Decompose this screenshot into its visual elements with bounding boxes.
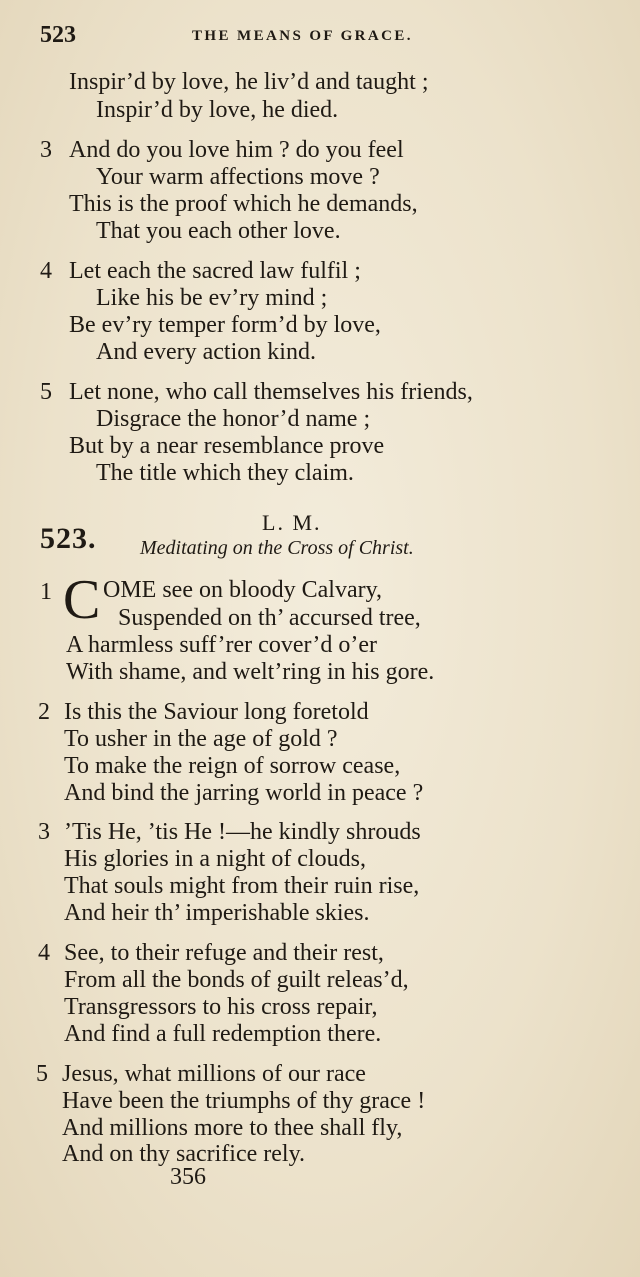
verse-line: From all the bonds of guilt releas’d, [64,967,409,993]
verse-line: To make the reign of sorrow cease, [64,753,401,779]
verse-number: 5 [36,1061,48,1087]
verse-line: Suspended on th’ accursed tree, [118,605,421,631]
verse-number: 5 [40,379,52,405]
verse-line: This is the proof which he demands, [69,191,418,217]
verse-line: And on thy sacrifice rely. [62,1141,306,1167]
verse-line: Let none, who call themselves his friends, [69,379,473,405]
verse-number: 2 [38,699,50,725]
verse-number: 3 [40,137,52,163]
verse-line: OME see on bloody Calvary, [103,577,383,603]
verse-line: And heir th’ imperishable skies. [64,900,370,926]
verse-line: To usher in the age of gold ? [64,726,338,752]
verse-line: And bind the jarring world in peace ? [64,780,424,806]
hymn-meter: L. M. [262,510,322,535]
verse-line: Let each the sacred law fulfil ; [69,258,361,284]
running-head: THE MEANS OF GRACE. [192,28,413,44]
page-number: 356 [170,1164,206,1190]
verse-line: Transgressors to his cross repair, [64,994,378,1020]
verse-line: Like his be ev’ry mind ; [96,285,328,311]
verse-line: See, to their refuge and their rest, [64,940,384,966]
verse-line: And every action kind. [96,339,316,365]
hymn-number: 523. [40,522,97,555]
verse-line: Your warm affections move ? [96,164,380,190]
continued-line: Inspir’d by love, he liv’d and taught ; [69,69,429,95]
verse-line: A harmless suff’rer cover’d o’er [66,632,377,658]
page-header [40,22,600,52]
verse-line: And find a full redemption there. [64,1021,382,1047]
verse-number: 4 [40,258,52,284]
verse-line: ’Tis He, ’tis He !—he kindly shrouds [64,819,421,845]
verse-line: Be ev’ry temper form’d by love, [69,312,381,338]
hymn-title: Meditating on the Cross of Christ. [140,537,414,559]
verse-line: His glories in a night of clouds, [64,846,366,872]
verse-line: Disgrace the honor’d name ; [96,406,371,432]
verse-line: Jesus, what millions of our race [62,1061,366,1087]
verse-line: That souls might from their ruin rise, [64,873,420,899]
verse-line: The title which they claim. [96,460,354,486]
verse-number: 4 [38,940,50,966]
verse-line: Is this the Saviour long foretold [64,699,369,725]
verse-line: That you each other love. [96,218,341,244]
drop-cap: C [63,569,101,631]
verse-line: And millions more to thee shall fly, [62,1115,403,1141]
continued-line: Inspir’d by love, he died. [96,97,339,123]
verse-line: And do you love him ? do you feel [69,137,404,163]
verse-line: But by a near resemblance prove [69,433,385,459]
verse-line: With shame, and welt’ring in his gore. [66,659,435,685]
verse-number: 3 [38,819,50,845]
verse-line: Have been the triumphs of thy grace ! [62,1088,426,1114]
hymn-page-number: 523 [40,22,76,48]
verse-number: 1 [40,579,52,605]
